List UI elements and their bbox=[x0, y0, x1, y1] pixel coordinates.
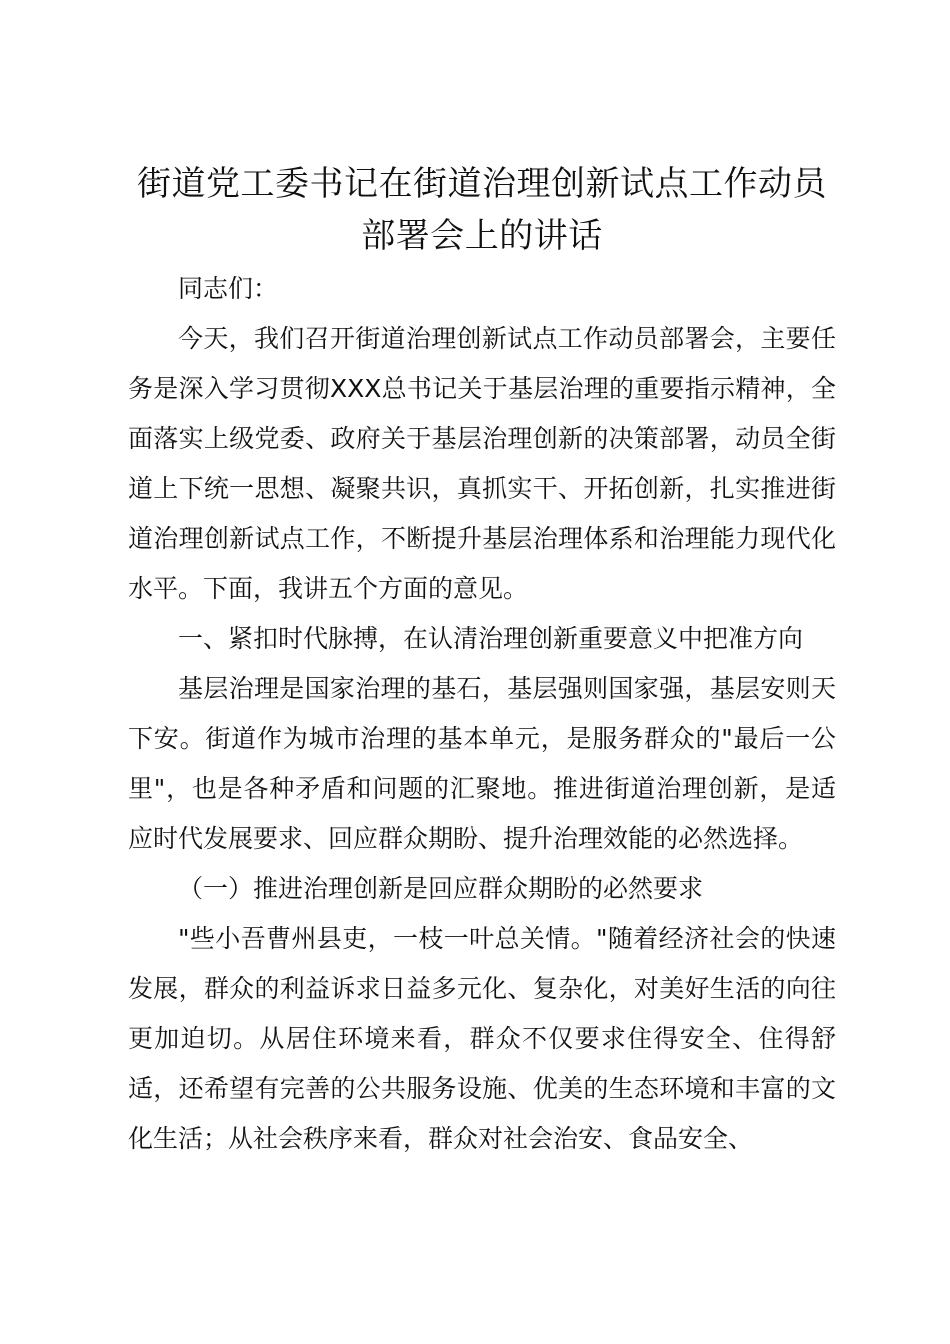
paragraph-subsection-1: "些小吾曹州县吏，一枝一叶总关情。"随着经济社会的快速发展，群众的利益诉求日益多元化、复杂化，对美好生活的向往更加迫切。从居住环境来看，群众不仅要求住得安全、住得舒适，还希望有完善的公共服务设施、优美的生态环境和丰富的文化生活；从社会秩序来看，群众对社会治安、食品安全、 bbox=[128, 924, 836, 1153]
section-heading-1: 一、紧扣时代脉搏，在认清治理创新重要意义中把准方向 bbox=[178, 624, 804, 653]
document-title: 街道党工委书记在街道治理创新试点工作动员部署会上的讲话 bbox=[137, 164, 827, 256]
paragraph-section-1: 基层治理是国家治理的基石，基层强则国家强，基层安则天下安。街道作为城市治理的基本单元，是服务群众的"最后一公里"，也是各种矛盾和问题的汇聚地。推进街道治理创新，是适应时代发展要求、回应群众期盼、提升治理效能的必然选择。 bbox=[128, 674, 836, 853]
salutation: 同志们： bbox=[178, 274, 279, 303]
subsection-heading-1: （一）推进治理创新是回应群众期盼的必然要求 bbox=[178, 874, 704, 903]
paragraph-intro: 今天，我们召开街道治理创新试点工作动员部署会，主要任务是深入学习贯彻XXX总书记关于基层治理的重要指示精神，全面落实上级党委、政府关于基层治理创新的决策部署，动员全街道上下统一思想、凝聚共识，真抓实干、开拓创新，扎实推进街道治理创新试点工作，不断提升基层治理体系和治理能力现代化水平。下面，我讲五个方面的意见。 bbox=[128, 324, 836, 603]
document-page bbox=[128, 158, 836, 1164]
